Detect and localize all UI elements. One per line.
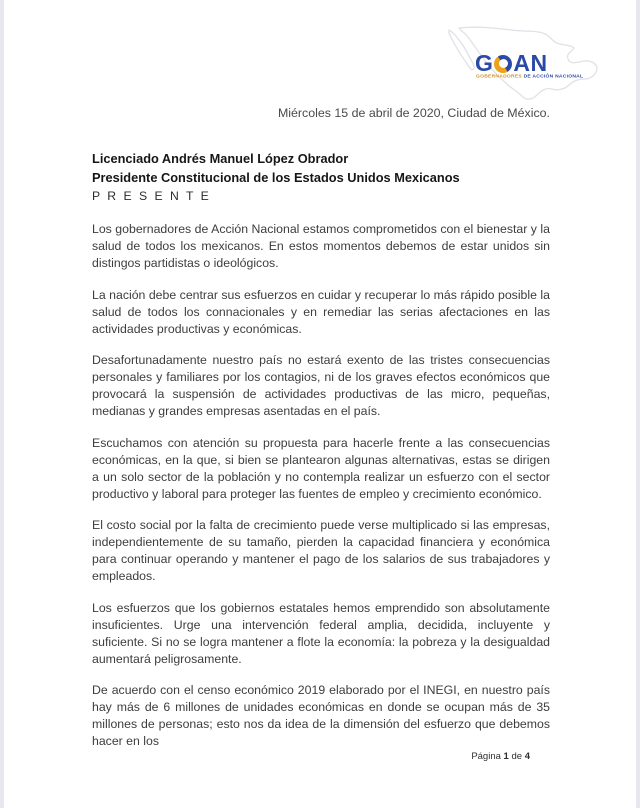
recipient-salutation: P R E S E N T E bbox=[92, 189, 211, 203]
goan-logo bbox=[437, 24, 602, 106]
logo-tagline bbox=[476, 73, 583, 79]
page-edge-left bbox=[0, 0, 4, 808]
page-number-label: Página bbox=[471, 751, 501, 762]
letter-body bbox=[92, 221, 550, 765]
letter-paragraph: De acuerdo con el censo económico 2019 elaborado por el INEGI, en nuestro país hay más de 6 millones de unidades económicas en donde se ocupan más de 35 millones de personas; esto nos da idea de la dimensión del esfuerzo que debemos hacer en los bbox=[92, 683, 550, 748]
letter-paragraph: Escuchamos con atención su propuesta para hacerle frente a las consecuencias económicas, en la que, si bien se plantearon algunas alternativas, estas se dirigen a un solo sector de la población y no contempla realizar un esfuerzo con el sector productivo y laboral para proteger las fuentes de empleo y crecimiento económico. bbox=[92, 435, 550, 501]
logo-letters-an: AN bbox=[513, 50, 548, 76]
date-line: Miércoles 15 de abril de 2020, Ciudad de México. bbox=[277, 106, 550, 120]
logo-letter-g: G bbox=[475, 50, 494, 76]
letter-paragraph: Los esfuerzos que los gobiernos estatales hemos emprendido son absolutamente insuficientes. Urge una intervención federal amplia, decidida, incluyente y suficiente. Si no se logra mantener a flote la economía: la pobreza y la desigualdad aumentará peligrosamente. bbox=[92, 600, 550, 666]
page-edge-right bbox=[636, 0, 640, 808]
letter-paragraph: El costo social por la falta de crecimiento puede verse multiplicado si las empresas, independientemente de su tamaño, pierden la capacidad financiera y económica para continuar operando y mantener el pago de los salarios de sus trabajadores y empleados. bbox=[92, 518, 550, 583]
logo-tagline-part2: DE ACCIÓN NACIONAL bbox=[523, 73, 584, 79]
page-number-total: 4 bbox=[524, 751, 530, 762]
recipient-name: Licenciado Andrés Manuel López Obrador bbox=[92, 151, 349, 166]
page-number-of: de bbox=[511, 751, 523, 762]
letter-paragraph: Los gobernadores de Acción Nacional estamos comprometidos con el bienestar y la salud de todos los mexicanos. En estos momentos debemos de estar unidos sin distingos partidistas o ideológicos. bbox=[92, 222, 550, 270]
recipient-title: Presidente Constitucional de los Estados Unidos Mexicanos bbox=[92, 170, 460, 185]
letter-paragraph: La nación debe centrar sus esfuerzos en cuidar y recuperar lo más rápido posible la salud de todos los connacionales y en remediar las serias afectaciones en las actividades productivas y económicas. bbox=[92, 287, 550, 336]
recipient-block bbox=[92, 149, 550, 206]
letter-paragraph: Desafortunadamente nuestro país no estará exento de las tristes consecuencias personales y familiares por los contagios, ni de los graves efectos económicos que provocará la suspensión de actividades productivas de las micro, pequeñas, medianas y grandes empresas asentadas en el país. bbox=[92, 353, 550, 418]
page-number-current: 1 bbox=[503, 751, 509, 762]
logo-o-icon bbox=[494, 55, 512, 73]
page-number bbox=[471, 751, 530, 762]
logo-tagline-part1: GOBERNADORES bbox=[476, 73, 522, 79]
